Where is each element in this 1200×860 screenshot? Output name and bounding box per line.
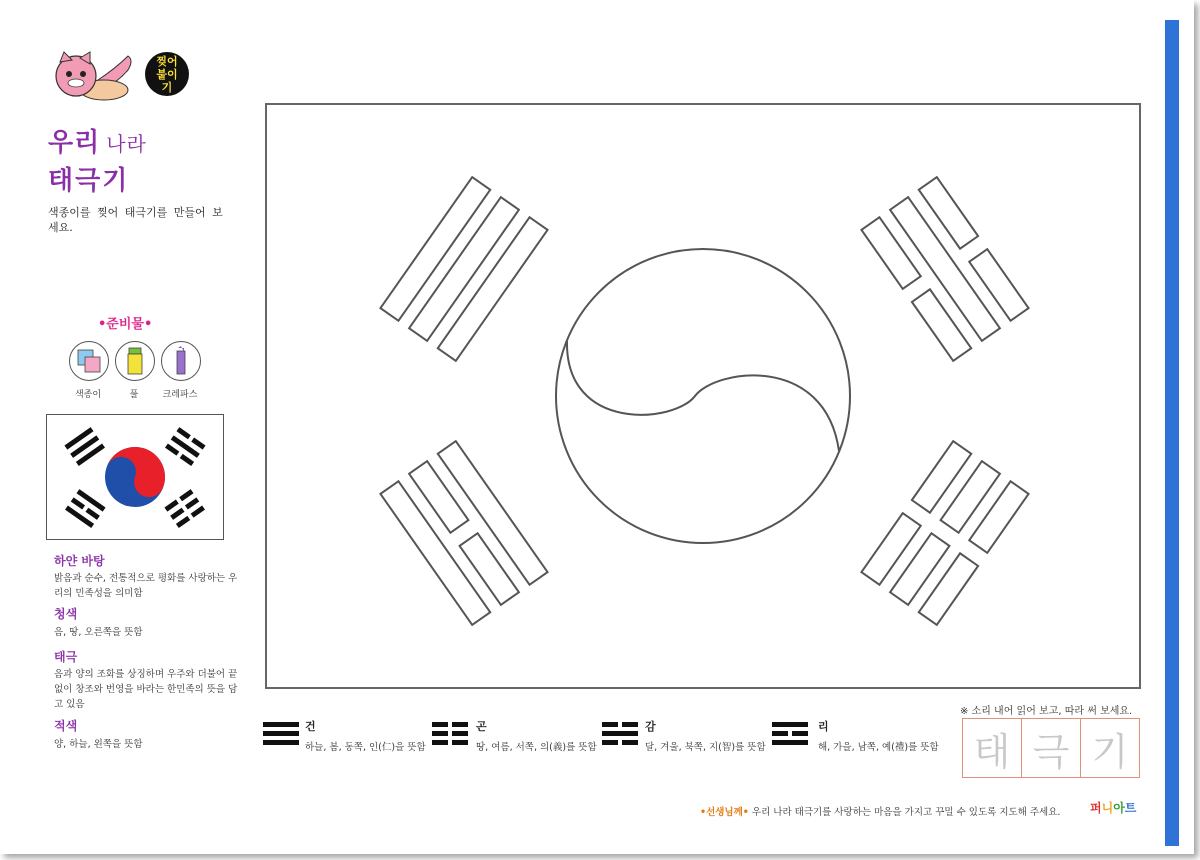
section-body-white: 밝음과 순수, 전통적으로 평화를 사랑하는 우리의 민족성을 의미함 <box>54 573 238 599</box>
trigram-name-gam: 감 <box>645 720 656 733</box>
practice-writing-box <box>962 718 1140 778</box>
section-title-white: 하얀 바탕 <box>54 554 105 568</box>
trigram-geon-outline <box>380 177 547 361</box>
practice-char-1: 태 <box>963 719 1022 777</box>
section-title-red: 적색 <box>54 719 78 733</box>
geon-trigram-icon <box>263 722 299 746</box>
outline-flag-drawing <box>265 103 1141 689</box>
tear-and-paste-badge: 찢어 붙이기 <box>145 52 189 96</box>
side-blue-band <box>1165 20 1179 846</box>
trigram-desc-geon: 하늘, 봄, 동쪽, 인(仁)을 뜻함 <box>305 742 426 753</box>
section-title-blue: 청색 <box>54 607 78 621</box>
crayon-icon <box>161 341 201 381</box>
trigram-gon-outline <box>861 441 1028 625</box>
section-body-taeguk: 음과 양의 조화를 상징하며 우주와 더불어 끝없이 창조와 번영을 바라는 한민족의 뜻을 담고 있음 <box>54 669 238 710</box>
section-body-red: 양, 하늘, 왼쪽을 뜻함 <box>54 739 143 750</box>
teacher-note <box>700 804 1060 818</box>
material-label-glue: 풀 <box>129 390 139 400</box>
practice-note: ※ 소리 내어 읽어 보고, 따라 써 보세요. <box>960 706 1133 717</box>
materials-heading: •준비물• <box>98 317 153 332</box>
material-label-crayon: 크레파스 <box>162 390 198 400</box>
section-body-blue: 음, 땅, 오른쪽을 뜻함 <box>54 627 143 638</box>
trigram-name-gon: 곤 <box>476 720 487 733</box>
page-title-taegukgi: 태극기 <box>48 166 130 196</box>
glue-stick-icon <box>115 341 155 381</box>
cat-mascot-icon <box>48 50 136 106</box>
page-title: 우리 나라 <box>48 128 147 158</box>
teacher-note-text: 우리 나라 태극기를 사랑하는 마음을 가지고 꾸밀 수 있도록 지도해 주세요. <box>751 807 1061 818</box>
gam-trigram-icon <box>602 722 638 746</box>
taegukgi-color-sample <box>46 414 224 540</box>
material-label-paper: 색종이 <box>74 390 102 400</box>
section-title-taeguk: 태극 <box>54 650 78 664</box>
trigram-ri-outline <box>380 441 547 625</box>
trigram-gam-outline <box>861 177 1028 361</box>
trigram-name-ri: 리 <box>818 720 829 733</box>
intro-text: 색종이를 찢어 태극기를 만들어 보세요. <box>48 206 223 234</box>
taeguk-divider <box>567 341 839 451</box>
practice-char-2: 극 <box>1022 719 1081 777</box>
trigram-name-geon: 건 <box>305 720 316 733</box>
practice-char-3: 기 <box>1091 729 1129 774</box>
ri-trigram-icon <box>772 722 808 746</box>
taeguk-circle <box>556 249 850 543</box>
funny-art-logo: 퍼니아트 <box>1090 801 1137 815</box>
colored-paper-icon <box>69 341 109 381</box>
gon-trigram-icon <box>432 722 468 746</box>
trigram-desc-gam: 달, 겨울, 북쪽, 지(智)를 뜻함 <box>645 742 766 753</box>
trigram-desc-ri: 해, 가을, 남쪽, 예(禮)를 뜻함 <box>818 742 939 753</box>
trigram-desc-gon: 땅, 여름, 서쪽, 의(義)를 뜻함 <box>476 742 597 753</box>
teacher-note-tag: •선생님께• <box>700 807 749 818</box>
